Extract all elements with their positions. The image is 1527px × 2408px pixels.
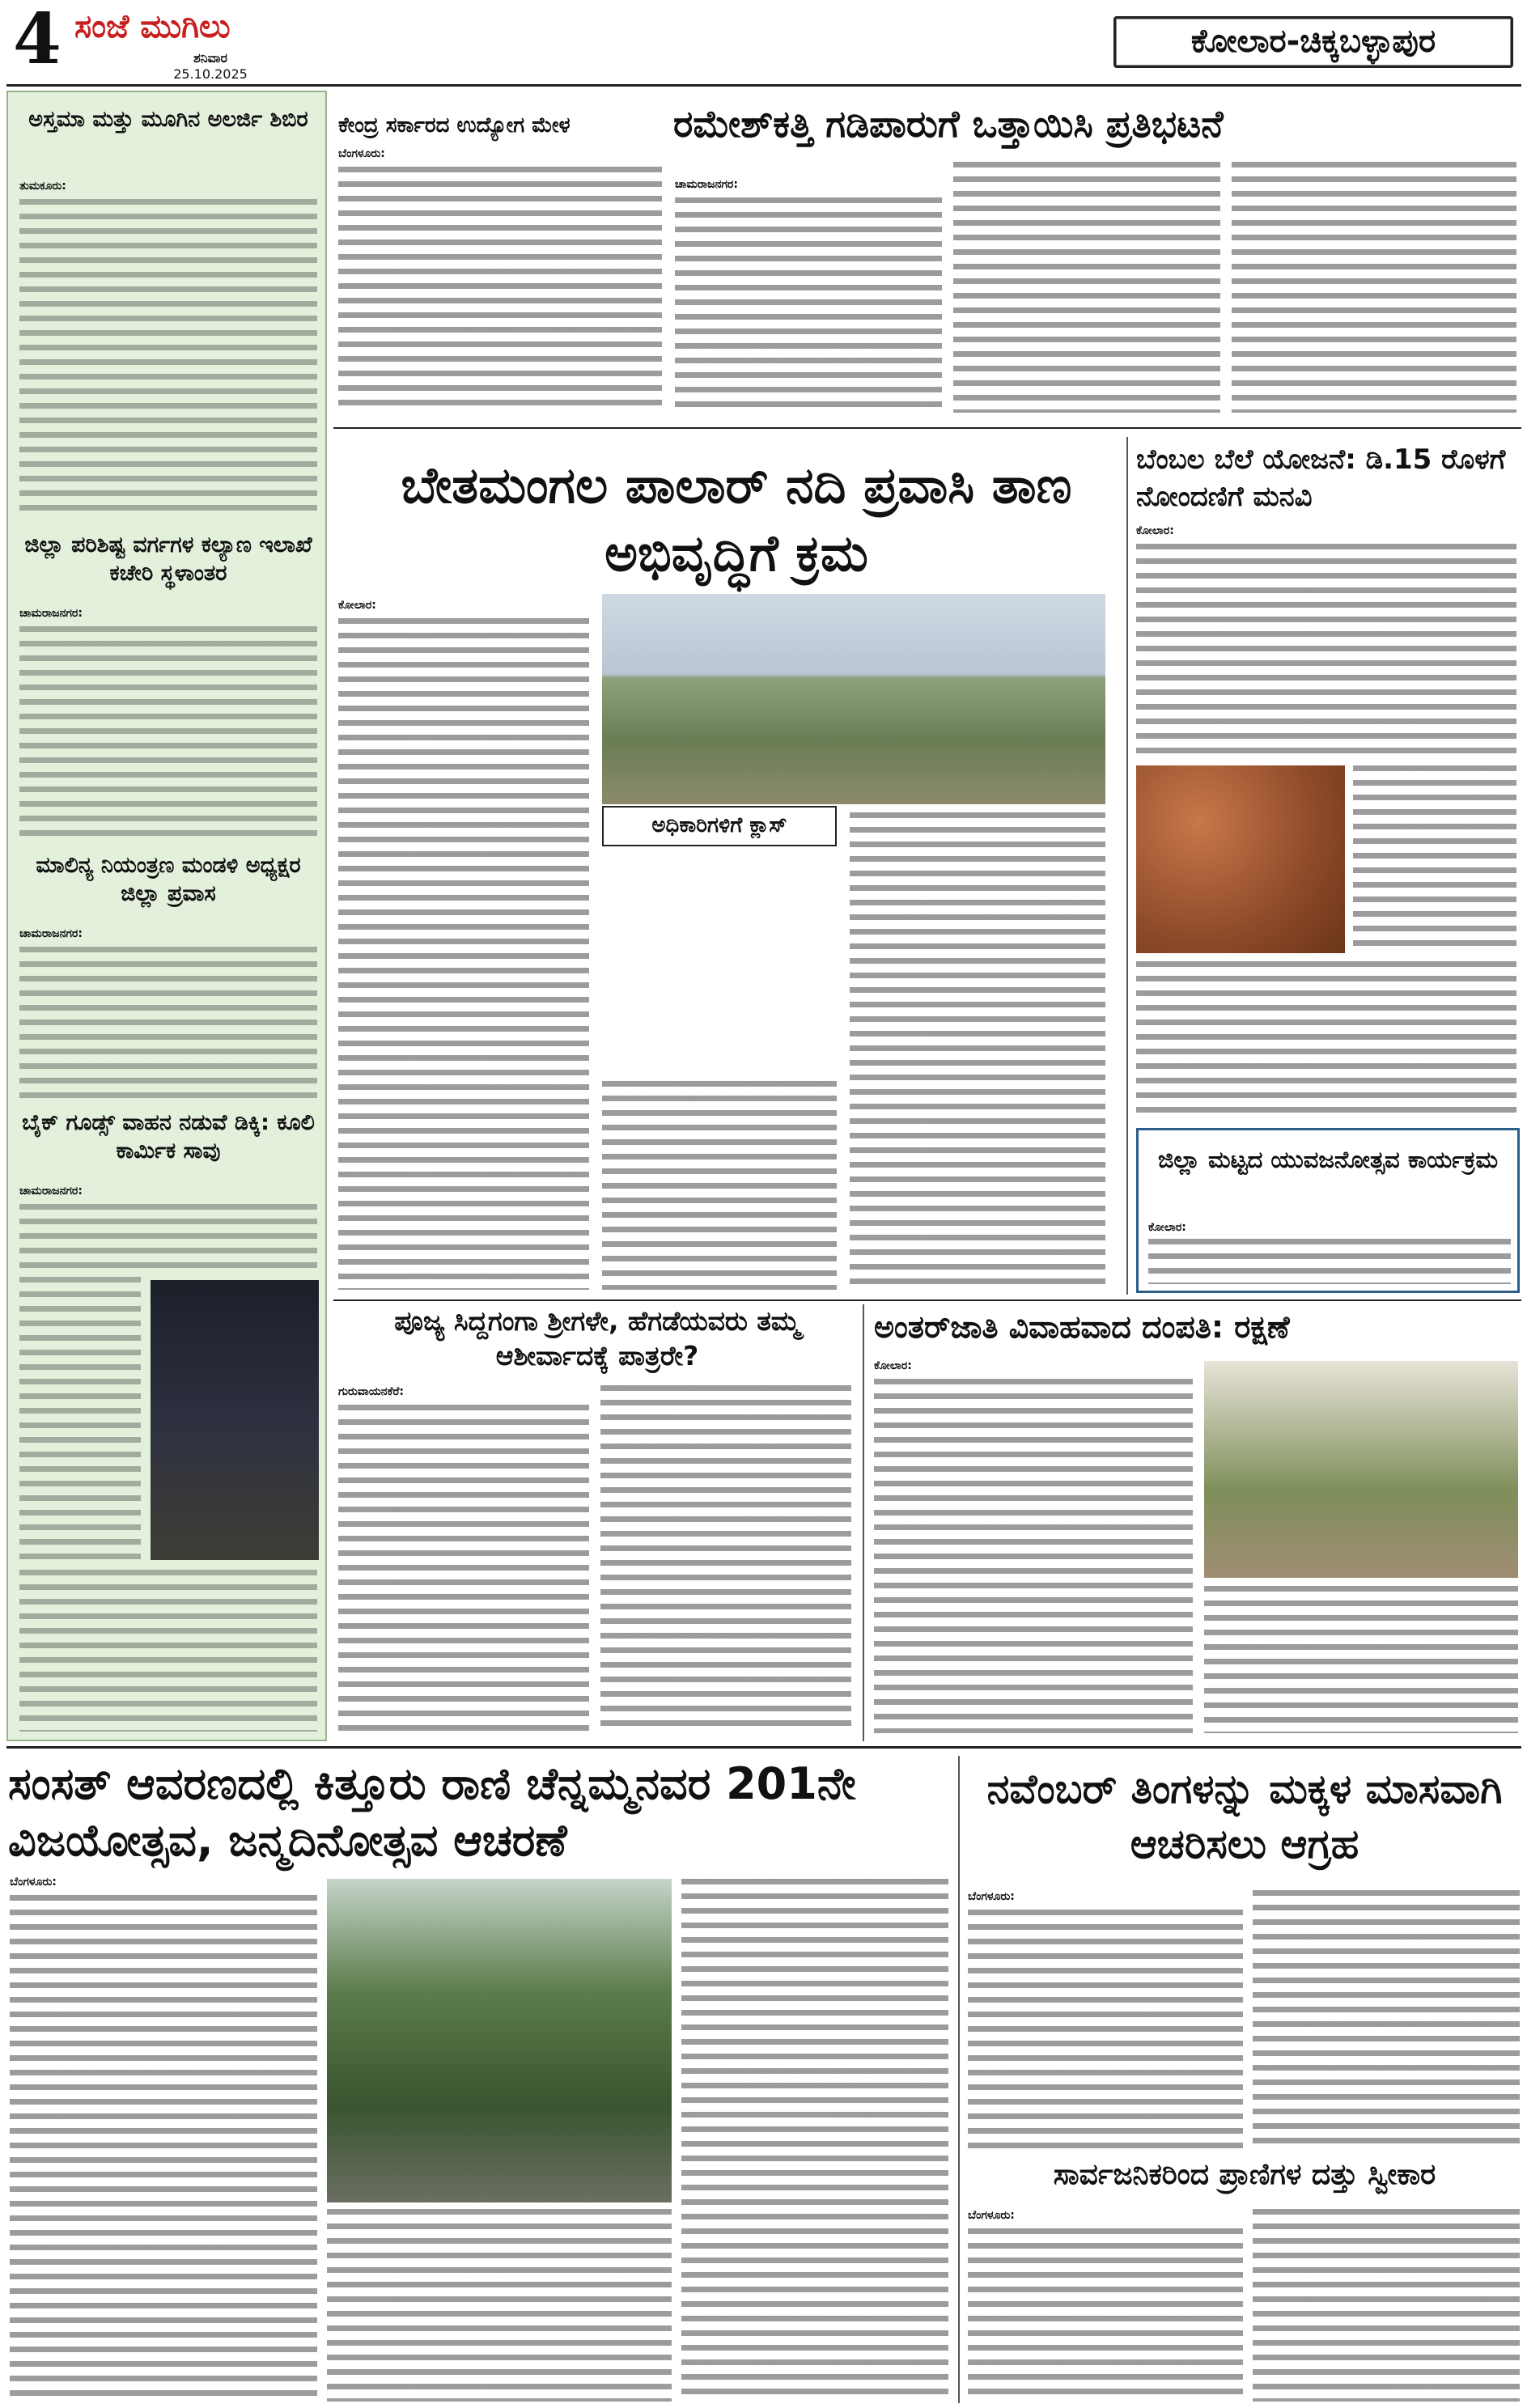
story-body xyxy=(953,162,1220,413)
story-body xyxy=(1204,1586,1518,1733)
divider xyxy=(958,1756,960,2403)
dateline: ಬೆಂಗಳೂರು: xyxy=(338,147,385,160)
masthead-day: ಶನಿವಾರ xyxy=(193,50,228,66)
divider xyxy=(333,1299,1521,1301)
couple-photo xyxy=(1204,1361,1518,1578)
sidebar-body xyxy=(19,626,317,838)
sidebar-headline: ಮಾಲಿನ್ಯ ನಿಯಂತ್ರಣ ಮಂಡಳಿ ಅಧ್ಯಕ್ಷರ ಜಿಲ್ಲಾ ಪ್ರವಾಸ xyxy=(36,853,301,907)
dateline: ಬೆಂಗಳೂರು: xyxy=(10,1876,57,1889)
dateline: ಗುರುವಾಯನಕೆರೆ: xyxy=(338,1385,405,1398)
story-body xyxy=(338,618,589,1290)
page-number: 4 xyxy=(13,0,62,80)
dateline: ಚಾಮರಾಜನಗರ: xyxy=(675,178,738,191)
dateline: ಬೆಂಗಳೂರು: xyxy=(968,2209,1015,2222)
story-body xyxy=(338,167,662,409)
youth-fest-box xyxy=(1136,1128,1520,1293)
story-body xyxy=(874,1379,1193,1733)
dateline: ಕೋಲಾರ: xyxy=(874,1359,912,1372)
story-body xyxy=(1136,544,1516,761)
sidebar-body xyxy=(19,947,317,1099)
story-headline: ಬೆಂಬಲ ಬೆಲೆ ಯೋಜನೆ: ಡಿ.15 ರೊಳಗೆ ನೋಂದಣಿಗೆ ಮನವಿ xyxy=(1136,443,1506,513)
lead-headline: ಸಂಸತ್ ಆವರಣದಲ್ಲಿ ಕಿತ್ತೂರು ರಾಣಿ ಚೆನ್ನಮ್ಮನವರ 201ನೇ ವಿಜಯೋತ್ಸವ, ಜನ್ಮದಿನೋತ್ಸವ ಆಚರಣೆ xyxy=(8,1758,856,1867)
sidebar-body xyxy=(19,1570,317,1732)
story-headline: ಕೇಂದ್ರ ಸರ್ಕಾರದ ಉದ್ಯೋಗ ಮೇಳ xyxy=(338,113,571,138)
brand-logo xyxy=(74,8,231,45)
divider xyxy=(333,427,1521,429)
dateline: ಕೋಲಾರ: xyxy=(1136,524,1174,537)
story-headline: ರಮೇಶ್‌ಕತ್ತಿ ಗಡಿಪಾರುಗೆ ಒತ್ತಾಯಿಸಿ ಪ್ರತಿಭಟನೆ xyxy=(673,102,1224,146)
sidebar-column xyxy=(6,91,327,1741)
story-body xyxy=(1232,162,1516,413)
inset-body xyxy=(602,851,837,1070)
sidebar-headline: ಬೈಕ್ ಗೂಡ್ಸ್ ವಾಹನ ನಡುವೆ ಡಿಕ್ಕಿ: ಕೂಲಿ ಕಾರ್ಮಿಕ ಸಾವು xyxy=(22,1110,315,1164)
story-body xyxy=(10,1895,317,2402)
dateline: ತುಮಕೂರು: xyxy=(19,180,66,193)
inset-title: ಅಧಿಕಾರಿಗಳಿಗೆ ಕ್ಲಾಸ್ xyxy=(602,806,837,846)
story-body xyxy=(675,197,942,413)
sidebar-body xyxy=(19,1277,141,1560)
story-headline: ಅಂತರ್‌ಜಾತಿ ವಿವಾಹವಾದ ದಂಪತಿ: ರಕ್ಷಣೆ xyxy=(874,1309,1290,1345)
story-body xyxy=(1253,2209,1520,2402)
story-headline: ಪೂಜ್ಯ ಸಿದ್ದಗಂಗಾ ಶ್ರೀಗಳೇ, ಹೆಗಡೆಯವರು ತಮ್ಮ ಆಶೀರ್ವಾದಕ್ಕೆ ಪಾತ್ರರೇ? xyxy=(394,1305,800,1371)
story-body xyxy=(681,1879,948,2402)
story-body xyxy=(1148,1239,1511,1284)
story-body xyxy=(327,2209,672,2402)
story-body xyxy=(1253,1890,1520,2149)
divider xyxy=(863,1304,864,1741)
sidebar-body xyxy=(19,199,317,519)
story-body xyxy=(968,2228,1243,2402)
masthead-date: 25.10.2025 xyxy=(173,66,248,82)
story-body xyxy=(338,1405,589,1735)
story-body xyxy=(850,812,1105,1290)
story-body xyxy=(1136,961,1516,1118)
story-headline: ನವೆಂಬರ್ ತಿಂಗಳನ್ನು ಮಕ್ಕಳ ಮಾಸವಾಗಿ ಆಚರಿಸಲು ಆಗ್ರಹ xyxy=(986,1766,1503,1867)
story-headline: ಜಿಲ್ಲಾ ಮಟ್ಟದ ಯುವಜನೋತ್ಸವ ಕಾರ್ಯಕ್ರಮ xyxy=(1157,1146,1499,1173)
divider xyxy=(1126,437,1128,1295)
story-body xyxy=(602,1081,837,1290)
statue-photo xyxy=(327,1879,672,2202)
story-headline: ಸಾರ್ವಜನಿಕರಿಂದ ಪ್ರಾಣಿಗಳ ದತ್ತು ಸ್ವೀಕಾರ xyxy=(1053,2158,1436,2191)
story-body xyxy=(600,1385,851,1735)
river-visit-photo xyxy=(602,594,1105,804)
story-body xyxy=(968,1910,1243,2149)
brand-name: ಸಂಜೆ ಮುಗಿಲು xyxy=(74,8,231,45)
dateline: ಕೋಲಾರ: xyxy=(1148,1221,1186,1234)
dateline: ಚಾಮರಾಜನಗರ: xyxy=(19,607,83,620)
sidebar-headline: ಜಿಲ್ಲಾ ಪರಿಶಿಷ್ಟ ವರ್ಗಗಳ ಕಲ್ಯಾಣ ಇಲಾಖೆ ಕಚೇರಿ ಸ್ಥಳಾಂತರ xyxy=(24,532,312,587)
divider xyxy=(6,1746,1521,1754)
sidebar-headline: ಅಸ್ತಮಾ ಮತ್ತು ಮೂಗಿನ ಅಲರ್ಜಿ ಶಿಬಿರ xyxy=(28,107,308,132)
sidebar-body xyxy=(19,1204,317,1277)
dateline: ಚಾಮರಾಜನಗರ: xyxy=(19,927,83,940)
dateline: ಬೆಂಗಳೂರು: xyxy=(968,1890,1015,1903)
dateline: ಚಾಮರಾಜನಗರ: xyxy=(19,1185,83,1198)
masthead-rule xyxy=(6,84,1521,87)
dateline: ಕೋಲಾರ: xyxy=(338,599,376,612)
accident-photo xyxy=(151,1280,319,1560)
story-body xyxy=(1353,765,1516,953)
lead-headline: ಬೇತಮಂಗಲ ಪಾಲಾರ್ ನದಿ ಪ್ರವಾಸಿ ತಾಣ ಅಭಿವೃದ್ಧಿಗೆ ಕ್ರಮ xyxy=(401,456,1072,583)
section-tab: ಕೋಲಾರ-ಚಿಕ್ಕಬಳ್ಳಾಪುರ xyxy=(1113,16,1513,68)
grain-photo xyxy=(1136,765,1345,953)
